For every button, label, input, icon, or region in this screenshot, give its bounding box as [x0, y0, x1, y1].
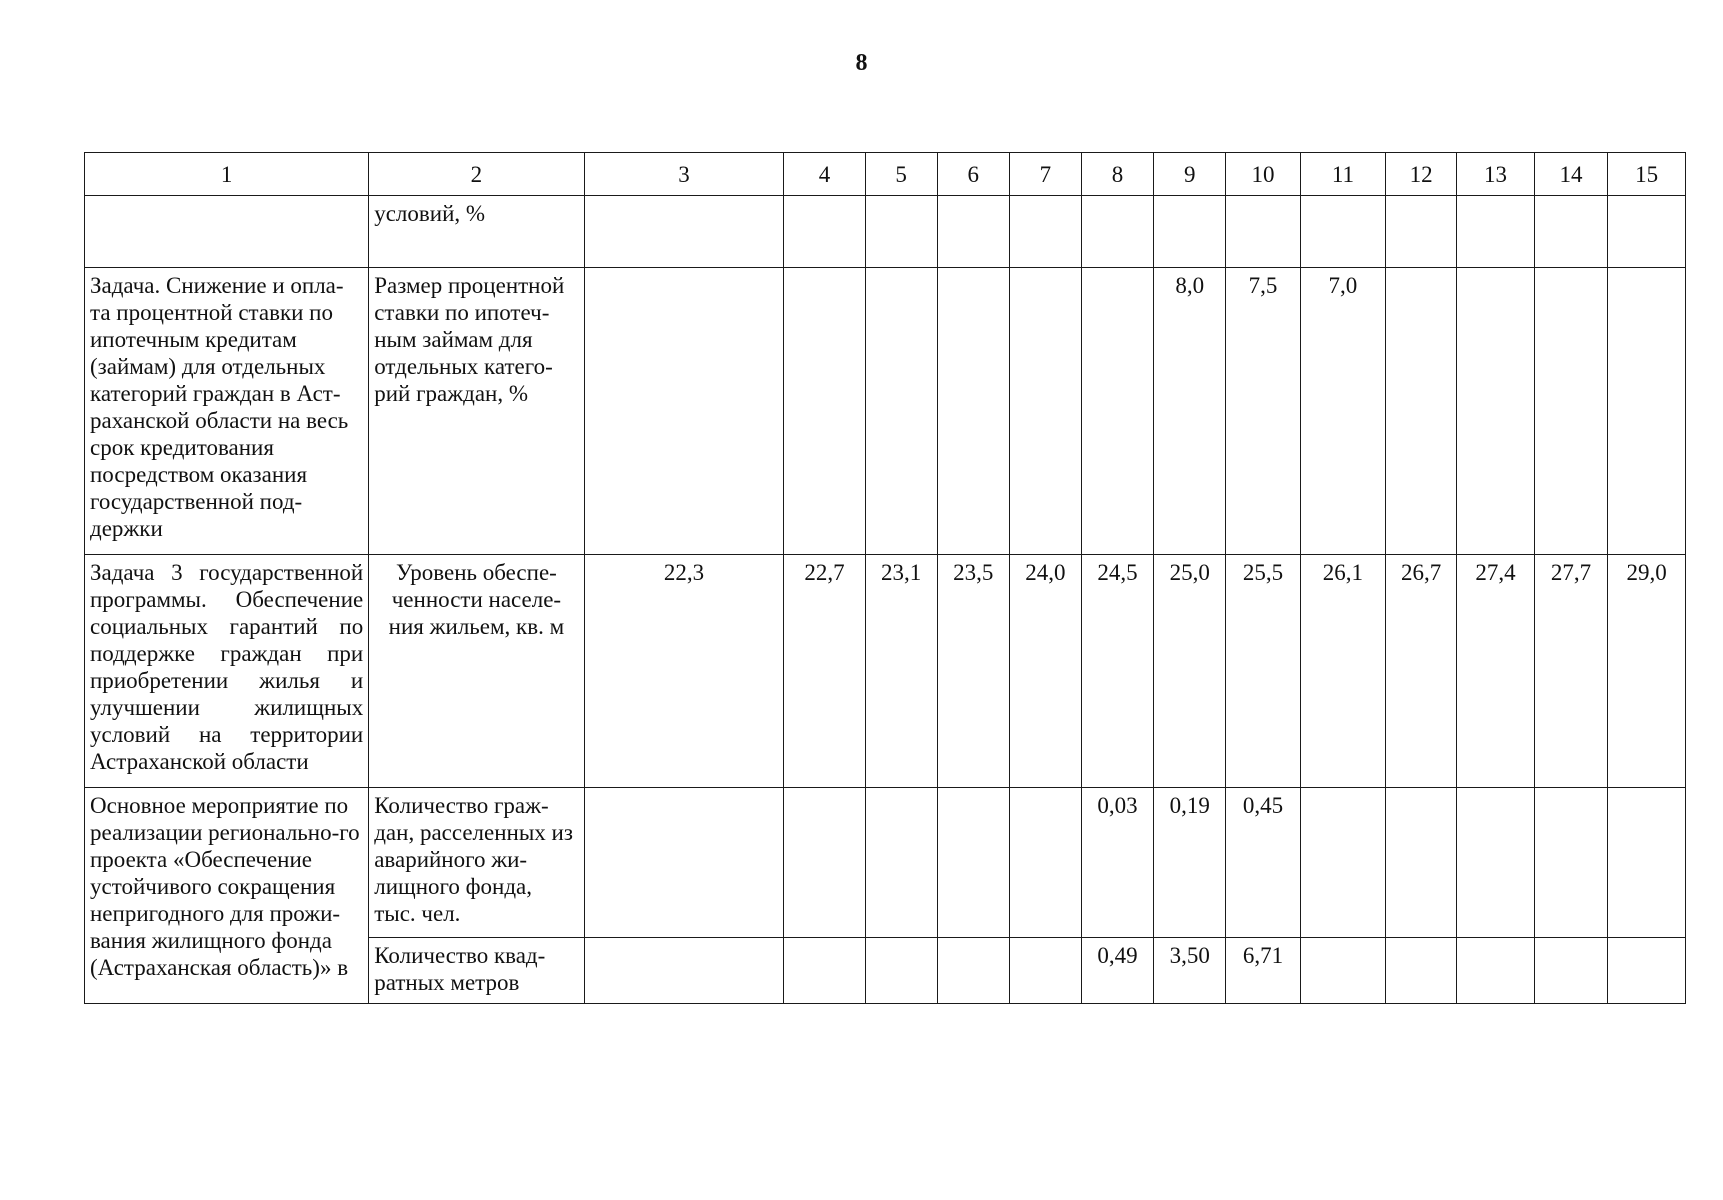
- column-header: 7: [1009, 153, 1081, 196]
- column-header: 9: [1154, 153, 1226, 196]
- task-cell: Задача. Снижение и опла-та процентной ставки по ипотечным кредитам (займам) для отдельных категорий граждан в Аст-раханской области на весь срок кредитования посредством оказания государственной под-держки: [85, 268, 369, 555]
- value-cell: 23,1: [865, 555, 937, 788]
- value-cell: [937, 196, 1009, 268]
- value-cell: 23,5: [937, 555, 1009, 788]
- value-cell: [784, 788, 865, 938]
- column-header: 8: [1081, 153, 1153, 196]
- value-cell: [584, 268, 784, 555]
- value-cell: [1534, 196, 1607, 268]
- value-cell: 0,45: [1226, 788, 1300, 938]
- value-cell: 24,5: [1081, 555, 1153, 788]
- value-cell: [937, 788, 1009, 938]
- value-cell: [584, 196, 784, 268]
- column-header: 13: [1457, 153, 1535, 196]
- column-header: 6: [937, 153, 1009, 196]
- value-cell: 0,49: [1081, 938, 1153, 1004]
- value-cell: [1386, 938, 1457, 1004]
- value-cell: [1009, 938, 1081, 1004]
- indicators-table: [84, 152, 1686, 1004]
- column-header: 3: [584, 153, 784, 196]
- column-header: 14: [1534, 153, 1607, 196]
- value-cell: 0,03: [1081, 788, 1153, 938]
- value-cell: [784, 938, 865, 1004]
- table-row: [85, 196, 1686, 268]
- value-cell: [584, 938, 784, 1004]
- value-cell: 8,0: [1154, 268, 1226, 555]
- value-cell: [1608, 788, 1686, 938]
- value-cell: [1009, 788, 1081, 938]
- value-cell: [1300, 196, 1385, 268]
- column-header: 5: [865, 153, 937, 196]
- column-header: 12: [1386, 153, 1457, 196]
- value-cell: [1386, 268, 1457, 555]
- indicator-cell: условий, %: [369, 196, 584, 268]
- value-cell: [1300, 788, 1385, 938]
- value-cell: [1009, 268, 1081, 555]
- value-cell: 26,1: [1300, 555, 1385, 788]
- value-cell: 22,7: [784, 555, 865, 788]
- column-header: 1: [85, 153, 369, 196]
- value-cell: 3,50: [1154, 938, 1226, 1004]
- value-cell: 29,0: [1608, 555, 1686, 788]
- value-cell: [1226, 196, 1300, 268]
- value-cell: [1300, 938, 1385, 1004]
- task-cell: Задача 3 государственной программы. Обеспечение социальных гарантий по поддержке граждан при приобретении жилья и улучшении жилищных условий на территории Астраханской области: [85, 555, 369, 788]
- value-cell: 7,0: [1300, 268, 1385, 555]
- column-header: 11: [1300, 153, 1385, 196]
- value-cell: [1386, 196, 1457, 268]
- value-cell: [1457, 268, 1535, 555]
- indicator-cell: Размер процентной ставки по ипотеч-ным займам для отдельных катего-рий граждан, %: [369, 268, 584, 555]
- value-cell: [584, 788, 784, 938]
- value-cell: [1386, 788, 1457, 938]
- value-cell: [784, 196, 865, 268]
- table-row: [85, 268, 1686, 555]
- task-cell: [85, 196, 369, 268]
- value-cell: 25,5: [1226, 555, 1300, 788]
- value-cell: 27,4: [1457, 555, 1535, 788]
- value-cell: [865, 268, 937, 555]
- value-cell: 24,0: [1009, 555, 1081, 788]
- value-cell: [1009, 196, 1081, 268]
- indicator-cell: Уровень обеспе-ченности населе-ния жильем, кв. м: [369, 555, 584, 788]
- value-cell: [865, 196, 937, 268]
- value-cell: 26,7: [1386, 555, 1457, 788]
- task-cell: Основное мероприятие по реализации регионально-го проекта «Обеспечение устойчивого сокращения непригодного для прожи-вания жилищного фонда (Астраханская область)» в: [85, 788, 369, 1004]
- value-cell: [1534, 788, 1607, 938]
- value-cell: [1081, 268, 1153, 555]
- column-header: 2: [369, 153, 584, 196]
- value-cell: [865, 788, 937, 938]
- value-cell: [1457, 788, 1535, 938]
- value-cell: [1608, 196, 1686, 268]
- value-cell: [937, 268, 1009, 555]
- value-cell: [1534, 268, 1607, 555]
- indicator-cell: Количество квад-ратных метров: [369, 938, 584, 1004]
- page-number: 8: [855, 50, 868, 76]
- column-header: 10: [1226, 153, 1300, 196]
- value-cell: [1457, 938, 1535, 1004]
- value-cell: [1608, 938, 1686, 1004]
- column-header: 4: [784, 153, 865, 196]
- value-cell: [784, 268, 865, 555]
- value-cell: [937, 938, 1009, 1004]
- column-number-row: [85, 153, 1686, 196]
- table-row: [85, 555, 1686, 788]
- value-cell: [1457, 196, 1535, 268]
- value-cell: 22,3: [584, 555, 784, 788]
- value-cell: [1081, 196, 1153, 268]
- value-cell: 7,5: [1226, 268, 1300, 555]
- value-cell: 0,19: [1154, 788, 1226, 938]
- value-cell: [1534, 938, 1607, 1004]
- value-cell: 27,7: [1534, 555, 1607, 788]
- table-row: [85, 788, 1686, 938]
- value-cell: [1608, 268, 1686, 555]
- value-cell: [1154, 196, 1226, 268]
- indicator-cell: Количество граж-дан, расселенных из аварийного жи-лищного фонда, тыс. чел.: [369, 788, 584, 938]
- value-cell: 6,71: [1226, 938, 1300, 1004]
- column-header: 15: [1608, 153, 1686, 196]
- value-cell: [865, 938, 937, 1004]
- value-cell: 25,0: [1154, 555, 1226, 788]
